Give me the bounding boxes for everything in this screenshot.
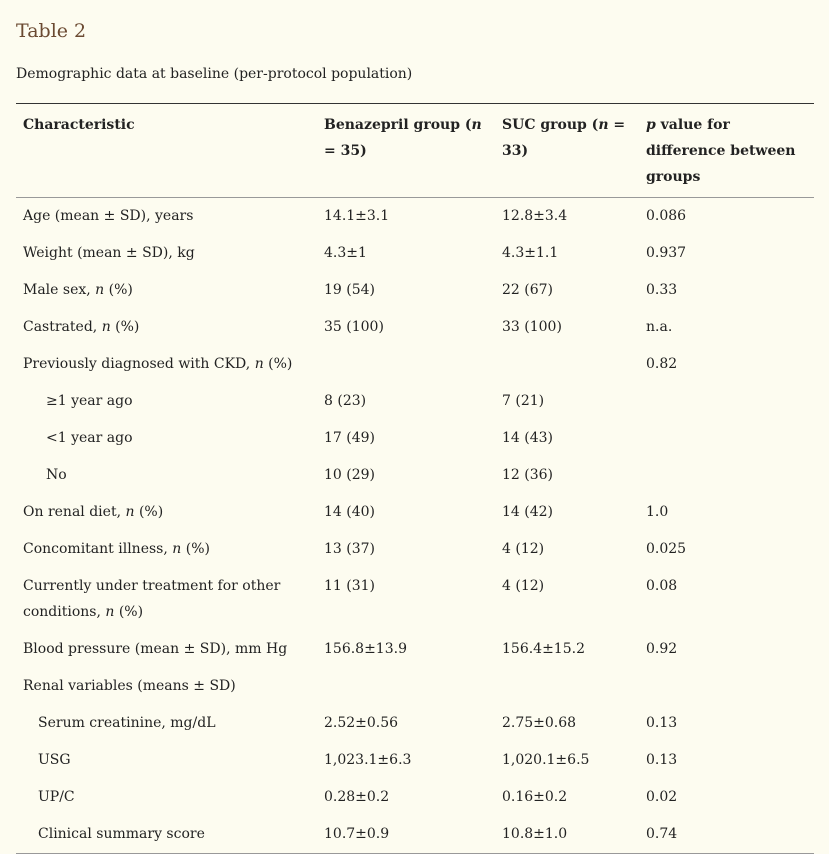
row-label: ≥1 year ago: [46, 393, 133, 409]
cell-benazepril: 14 (40): [324, 504, 376, 520]
cell-suc: 2.75±0.68: [502, 715, 577, 731]
header-suc: SUC group (n = 33): [502, 117, 626, 159]
cell-benazepril: 10.7±0.9: [324, 826, 390, 842]
cell-suc: 7 (21): [502, 393, 545, 409]
cell-p-value: 0.13: [646, 752, 678, 768]
cell-suc: 1,020.1±6.5: [502, 752, 590, 768]
cell-benazepril: 10 (29): [324, 467, 376, 483]
cell-suc: 4.3±1.1: [502, 245, 559, 261]
table-row: [16, 383, 814, 420]
cell-p-value: 0.82: [646, 356, 678, 372]
table-row: [16, 568, 814, 631]
cell-p-value: 0.08: [646, 578, 678, 594]
cell-p-value: 0.025: [646, 541, 687, 557]
cell-benazepril: 1,023.1±6.3: [324, 752, 412, 768]
table-row: [16, 309, 814, 346]
cell-benazepril: 2.52±0.56: [324, 715, 399, 731]
table-row: [16, 742, 814, 779]
header-characteristic: Characteristic: [23, 117, 135, 133]
table-row: [16, 457, 814, 494]
table-row: [16, 631, 814, 668]
cell-p-value: [639, 383, 814, 420]
cell-benazepril: [317, 668, 495, 705]
header-p-value: p value for difference between groups: [646, 117, 796, 185]
row-label: Age (mean ± SD), years: [23, 208, 194, 224]
cell-p-value: [639, 668, 814, 705]
row-label: Weight (mean ± SD), kg: [23, 245, 195, 261]
cell-suc: 12.8±3.4: [502, 208, 568, 224]
table-row: [16, 235, 814, 272]
cell-benazepril: 35 (100): [324, 319, 384, 335]
cell-suc: 4 (12): [502, 541, 545, 557]
demographic-table: [16, 103, 814, 854]
table-row: [16, 668, 814, 705]
cell-suc: 0.16±0.2: [502, 789, 568, 805]
cell-benazepril: 17 (49): [324, 430, 376, 446]
table-row: [16, 272, 814, 309]
cell-benazepril: 156.8±13.9: [324, 641, 407, 657]
cell-suc: 33 (100): [502, 319, 562, 335]
cell-p-value: 0.086: [646, 208, 687, 224]
cell-p-value: [639, 457, 814, 494]
cell-suc: 4 (12): [502, 578, 545, 594]
cell-suc: 22 (67): [502, 282, 554, 298]
header-row: [16, 104, 814, 198]
cell-benazepril: 4.3±1: [324, 245, 367, 261]
row-label: Clinical summary score: [38, 826, 205, 842]
row-label: UP/C: [38, 789, 75, 805]
row-label: Currently under treatment for other conditions, n (%): [23, 578, 281, 620]
header-benazepril: Benazepril group (n = 35): [324, 117, 482, 159]
cell-p-value: 0.13: [646, 715, 678, 731]
row-label: Serum creatinine, mg/dL: [38, 715, 216, 731]
cell-p-value: 0.92: [646, 641, 678, 657]
cell-benazepril: 14.1±3.1: [324, 208, 390, 224]
table-row: [16, 494, 814, 531]
table-row: [16, 531, 814, 568]
cell-suc: 14 (43): [502, 430, 554, 446]
cell-benazepril: 13 (37): [324, 541, 376, 557]
cell-suc: 12 (36): [502, 467, 554, 483]
cell-suc: 156.4±15.2: [502, 641, 585, 657]
cell-p-value: 0.33: [646, 282, 678, 298]
cell-benazepril: 11 (31): [324, 578, 376, 594]
row-label: Castrated, n (%): [23, 319, 140, 335]
row-label: USG: [38, 752, 71, 768]
cell-suc: 14 (42): [502, 504, 554, 520]
cell-benazepril: [317, 346, 495, 383]
cell-p-value: 0.74: [646, 826, 678, 842]
table-row: [16, 705, 814, 742]
table-row: [16, 816, 814, 854]
table-row: [16, 346, 814, 383]
table-caption: Demographic data at baseline (per-protocol population): [16, 66, 413, 82]
row-label: No: [46, 467, 67, 483]
row-label: Renal variables (means ± SD): [23, 678, 236, 694]
row-label: Blood pressure (mean ± SD), mm Hg: [23, 641, 288, 657]
cell-p-value: 1.0: [646, 504, 669, 520]
cell-p-value: n.a.: [646, 319, 673, 335]
table-row: [16, 198, 814, 236]
row-label: On renal diet, n (%): [23, 504, 164, 520]
table-title: Table 2: [16, 20, 87, 42]
row-label: Male sex, n (%): [23, 282, 133, 298]
cell-benazepril: 0.28±0.2: [324, 789, 390, 805]
cell-suc: [495, 346, 639, 383]
table-row: [16, 779, 814, 816]
cell-benazepril: 8 (23): [324, 393, 367, 409]
cell-p-value: [639, 420, 814, 457]
cell-suc: 10.8±1.0: [502, 826, 568, 842]
cell-benazepril: 19 (54): [324, 282, 376, 298]
row-label: <1 year ago: [46, 430, 133, 446]
row-label: Concomitant illness, n (%): [23, 541, 210, 557]
table-row: [16, 420, 814, 457]
row-label: Previously diagnosed with CKD, n (%): [23, 356, 293, 372]
cell-suc: [495, 668, 639, 705]
cell-p-value: 0.937: [646, 245, 687, 261]
cell-p-value: 0.02: [646, 789, 678, 805]
